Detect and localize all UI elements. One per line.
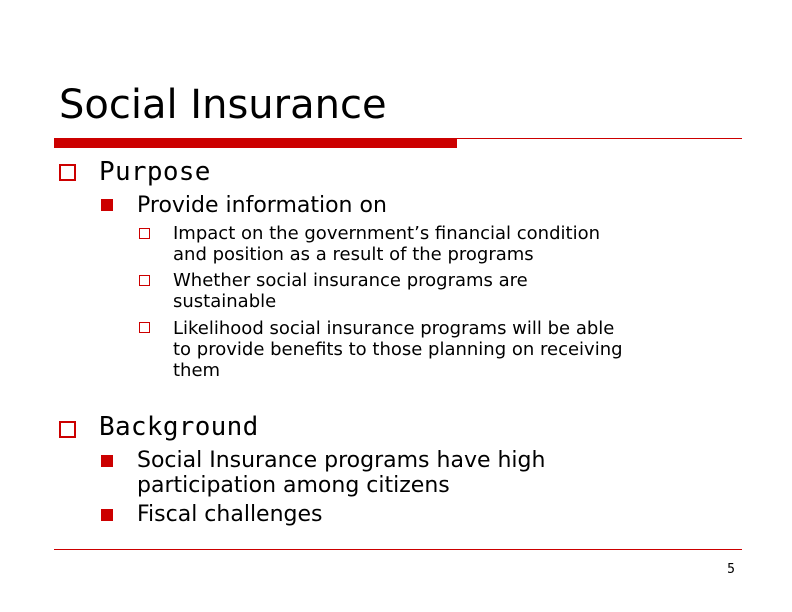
sub-bullet-text bbox=[173, 223, 600, 265]
sub-bullet-text bbox=[173, 318, 623, 381]
solid-square-bullet-icon bbox=[101, 455, 113, 467]
bullet-text bbox=[137, 502, 323, 527]
solid-square-bullet-icon bbox=[101, 509, 113, 521]
hollow-square-bullet-icon bbox=[59, 421, 76, 438]
section-heading: Background bbox=[99, 412, 259, 442]
text-line: Likelihood social insurance programs will be able bbox=[173, 318, 615, 339]
text-line: participation among citizens bbox=[137, 473, 450, 498]
text-line: Social Insurance programs have high bbox=[137, 448, 546, 473]
bullet-text bbox=[137, 448, 545, 498]
text-line: and position as a result of the programs bbox=[173, 244, 534, 265]
solid-square-bullet-icon bbox=[101, 199, 113, 211]
hollow-square-bullet-icon bbox=[139, 275, 150, 286]
title-underline-accent-bar bbox=[54, 138, 457, 148]
hollow-square-bullet-icon bbox=[139, 228, 150, 239]
text-line: Fiscal challenges bbox=[137, 502, 323, 527]
hollow-square-bullet-icon bbox=[139, 322, 150, 333]
footer-rule bbox=[54, 549, 742, 550]
page-number: 5 bbox=[727, 562, 735, 577]
bullet-text: Provide information on bbox=[137, 193, 387, 218]
text-line: them bbox=[173, 360, 221, 381]
text-line: sustainable bbox=[173, 291, 277, 312]
slide-title: Social Insurance bbox=[59, 82, 387, 128]
sub-bullet-text bbox=[173, 270, 528, 312]
text-line: Whether social insurance programs are bbox=[173, 270, 528, 291]
hollow-square-bullet-icon bbox=[59, 164, 76, 181]
text-line: Impact on the government’s financial condition bbox=[173, 223, 600, 244]
text-line: to provide benefits to those planning on receiving bbox=[173, 339, 623, 360]
section-heading: Purpose bbox=[99, 157, 211, 187]
